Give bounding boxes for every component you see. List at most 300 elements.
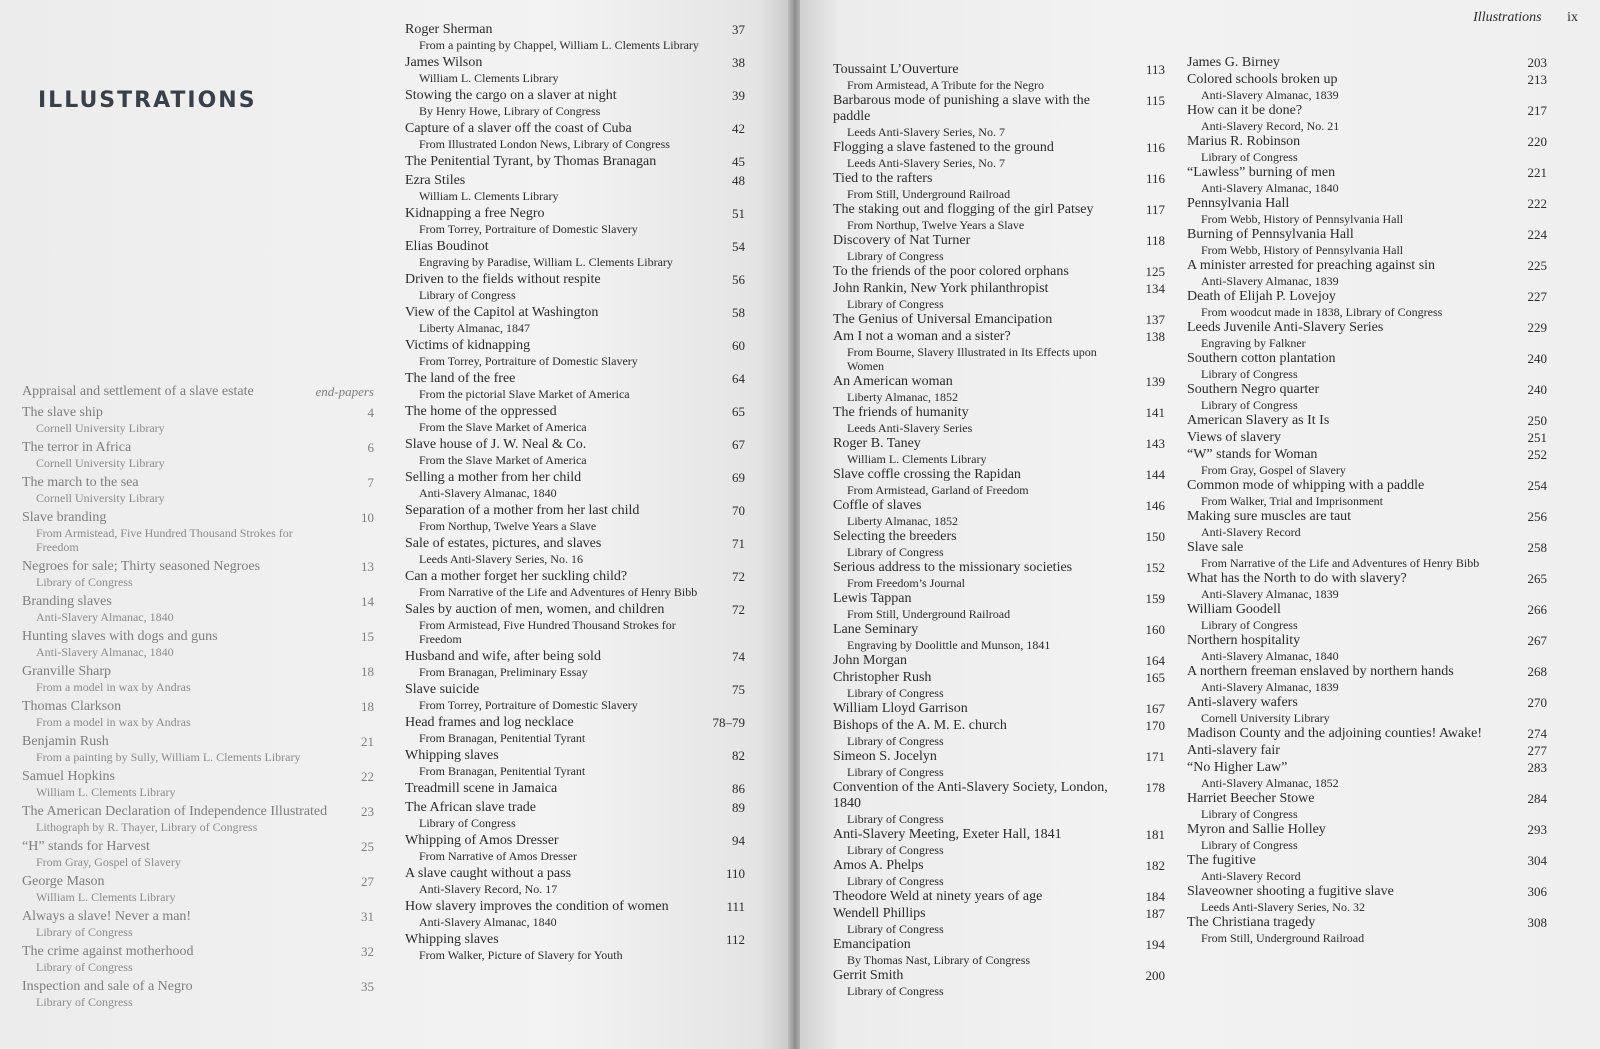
- illustration-source: From Armistead, A Tribute for the Negro: [847, 78, 1044, 92]
- entry-text: [405, 239, 707, 269]
- illustration-title: Marius R. Robinson: [1187, 134, 1301, 149]
- entry-text: [1187, 509, 1509, 539]
- illustration-title: Anti-slavery wafers: [1187, 695, 1298, 710]
- entry-text: [22, 874, 336, 904]
- illustration-source: Library of Congress: [36, 995, 133, 1009]
- illustration-title: Toussaint L’Ouverture: [833, 62, 959, 77]
- page-number: 115: [1145, 93, 1165, 108]
- entry-text: [833, 827, 1127, 857]
- illustration-title: Myron and Sallie Holley: [1187, 822, 1326, 837]
- illustration-title: Pennsylvania Hall: [1187, 196, 1290, 211]
- illustration-entry: [1187, 258, 1547, 288]
- illustration-source: Leeds Anti-Slavery Series, No. 7: [847, 156, 1005, 170]
- illustration-source: Anti-Slavery Almanac, 1839: [1201, 587, 1339, 601]
- page-number: 194: [1145, 937, 1165, 952]
- illustration-source: Cornell University Library: [36, 491, 165, 505]
- illustration-source: From Still, Underground Railroad: [1201, 931, 1365, 945]
- illustration-source: William L. Clements Library: [419, 189, 559, 203]
- entry-text: [1187, 134, 1509, 164]
- illustration-entry: [405, 206, 745, 236]
- illustration-source: From Torrey, Portraiture of Domestic Slavery: [419, 222, 638, 236]
- illustration-title: The home of the oppressed: [405, 404, 557, 419]
- illustration-source: From Gray, Gospel of Slavery: [1201, 463, 1346, 477]
- page-number: 304: [1527, 853, 1547, 868]
- illustration-title: Madison County and the adjoining counties! Awake!: [1187, 726, 1482, 741]
- page-number: ix: [1567, 10, 1578, 25]
- illustration-entry: [1187, 853, 1547, 883]
- illustration-title: Selecting the breeders: [833, 529, 957, 544]
- illustration-title: The fugitive: [1187, 853, 1256, 868]
- page-number: 82: [732, 748, 745, 763]
- entry-text: [1187, 571, 1509, 601]
- illustration-source: By Thomas Nast, Library of Congress: [847, 953, 1031, 967]
- illustration-title: Capture of a slaver off the coast of Cuba: [405, 121, 632, 136]
- entry-text: [405, 503, 707, 533]
- illustration-title: Theodore Weld at ninety years of age: [833, 889, 1043, 904]
- entry-text: [833, 937, 1127, 967]
- illustration-title: Sales by auction of men, women, and children: [405, 602, 665, 617]
- illustration-title: Separation of a mother from her last child: [405, 503, 640, 518]
- page-number: 64: [732, 371, 745, 386]
- page-number: 213: [1527, 72, 1547, 87]
- illustration-title: Convention of the Anti-Slavery Society, London, 1840: [833, 780, 1108, 811]
- illustration-list-column-1: [22, 384, 374, 1014]
- entry-text: [833, 591, 1127, 621]
- illustration-list-column-4: [1187, 55, 1547, 946]
- illustration-source: Anti-Slavery Almanac, 1839: [1201, 88, 1339, 102]
- page-number: 250: [1527, 413, 1547, 428]
- entry-text: [405, 536, 707, 566]
- page-number: 58: [732, 305, 745, 320]
- illustration-source: From a painting by Chappel, William L. Clements Library: [419, 38, 699, 52]
- illustration-source: Library of Congress: [847, 734, 944, 748]
- illustration-entry: [405, 503, 745, 533]
- illustration-title: Simeon S. Jocelyn: [833, 749, 937, 764]
- illustration-title: Am I not a woman and a sister?: [833, 329, 1011, 344]
- illustration-entry: [22, 664, 374, 694]
- illustration-entry: [833, 591, 1165, 621]
- page-number: 165: [1145, 670, 1165, 685]
- entry-text: [833, 780, 1127, 826]
- illustration-title: Amos A. Phelps: [833, 858, 924, 873]
- illustration-source: Leeds Anti-Slavery Series: [847, 421, 973, 435]
- illustration-entry: [22, 475, 374, 505]
- illustration-source: From Narrative of the Life and Adventures of Henry Bibb: [1201, 556, 1480, 570]
- illustration-source: Library of Congress: [847, 545, 944, 559]
- illustration-title: A northern freeman enslaved by northern hands: [1187, 664, 1454, 679]
- illustration-title: Appraisal and settlement of a slave estate: [22, 384, 254, 399]
- entry-text: [405, 649, 707, 679]
- entry-text: [833, 622, 1127, 652]
- entry-text: [833, 467, 1127, 497]
- entry-text: [405, 371, 707, 401]
- page-title: ILLUSTRATIONS: [38, 88, 257, 113]
- illustration-source: Engraving by Doolittle and Munson, 1841: [847, 638, 1051, 652]
- illustration-entry: [22, 804, 374, 834]
- illustration-source: From Branagan, Penitential Tyrant: [419, 764, 586, 778]
- illustration-entry: [405, 602, 745, 646]
- illustration-title: The terror in Africa: [22, 440, 132, 455]
- page-number: 45: [732, 154, 745, 169]
- page-number: 221: [1527, 165, 1547, 180]
- illustration-title: The American Declaration of Independence Illustrated: [22, 804, 328, 819]
- illustration-entry: [833, 202, 1165, 232]
- illustration-entry: [405, 239, 745, 269]
- illustration-title: The Christiana tragedy: [1187, 915, 1316, 930]
- page-number: 227: [1527, 289, 1547, 304]
- page-number: 308: [1527, 915, 1547, 930]
- page-number: 35: [361, 979, 374, 994]
- illustration-title: Slave sale: [1187, 540, 1244, 555]
- page-number: 67: [732, 437, 745, 452]
- page-number: 6: [367, 440, 374, 455]
- illustration-entry: [1187, 915, 1547, 945]
- illustration-title: Head frames and log necklace: [405, 715, 574, 730]
- illustration-source: Library of Congress: [847, 812, 944, 826]
- illustration-source: Anti-Slavery Almanac, 1840: [419, 486, 557, 500]
- illustration-entry: [1187, 413, 1547, 429]
- page-number: 258: [1527, 540, 1547, 555]
- page-number: 141: [1145, 405, 1165, 420]
- illustration-title: Lane Seminary: [833, 622, 919, 637]
- entry-text: [405, 404, 707, 434]
- illustration-entry: [405, 22, 745, 52]
- illustration-source: Engraving by Falkner: [1201, 336, 1306, 350]
- page-number: 51: [732, 206, 745, 221]
- illustration-entry: [833, 780, 1165, 826]
- page-number: 252: [1527, 447, 1547, 462]
- illustration-entry: [405, 833, 745, 863]
- illustration-source: From Webb, History of Pennsylvania Hall: [1201, 243, 1404, 257]
- illustration-source: Library of Congress: [847, 843, 944, 857]
- entry-text: [405, 121, 707, 151]
- illustration-title: Colored schools broken up: [1187, 72, 1338, 87]
- illustration-source: Library of Congress: [847, 874, 944, 888]
- illustration-title: “No Higher Law”: [1187, 760, 1288, 775]
- illustration-entry: [833, 329, 1165, 373]
- entry-text: [1187, 430, 1509, 446]
- entry-text: [1187, 726, 1509, 742]
- illustration-entry: [405, 154, 745, 170]
- illustration-entry: [833, 467, 1165, 497]
- page-number: 22: [361, 769, 374, 784]
- page-number: 42: [732, 121, 745, 136]
- illustration-entry: [1187, 103, 1547, 133]
- page-number: 184: [1145, 889, 1165, 904]
- page-number: 254: [1527, 478, 1547, 493]
- illustration-source: Library of Congress: [1201, 150, 1298, 164]
- illustration-title: Victims of kidnapping: [405, 338, 531, 353]
- illustration-source: Library of Congress: [36, 960, 133, 974]
- illustration-title: George Mason: [22, 874, 105, 889]
- entry-text: [833, 329, 1127, 373]
- illustration-source: From a model in wax by Andras: [36, 715, 191, 729]
- page-number: 270: [1527, 695, 1547, 710]
- illustration-entry: [22, 559, 374, 589]
- illustration-source: From Northup, Twelve Years a Slave: [419, 519, 597, 533]
- entry-text: [833, 718, 1127, 748]
- page-number: 274: [1527, 726, 1547, 741]
- illustration-source: Library of Congress: [36, 925, 133, 939]
- illustration-entry: [833, 889, 1165, 905]
- illustration-title: Common mode of whipping with a paddle: [1187, 478, 1425, 493]
- illustration-source: Liberty Almanac, 1852: [847, 390, 958, 404]
- illustration-list-column-2: [405, 22, 745, 965]
- page-number: 23: [361, 804, 374, 819]
- entry-text: [833, 436, 1127, 466]
- page-number: 89: [732, 800, 745, 815]
- page-number: 150: [1145, 529, 1165, 544]
- illustration-source: William L. Clements Library: [36, 890, 176, 904]
- illustration-title: Flogging a slave fastened to the ground: [833, 140, 1054, 155]
- illustration-source: Anti-Slavery Almanac, 1839: [1201, 680, 1339, 694]
- illustration-title: “Lawless” burning of men: [1187, 165, 1336, 180]
- page-number: 48: [732, 173, 745, 188]
- illustration-entry: [1187, 509, 1547, 539]
- page-number: 284: [1527, 791, 1547, 806]
- illustration-entry: [833, 937, 1165, 967]
- page-number: 65: [732, 404, 745, 419]
- illustration-title: The crime against motherhood: [22, 944, 194, 959]
- page-number: 54: [732, 239, 745, 254]
- illustration-title: Death of Elijah P. Lovejoy: [1187, 289, 1336, 304]
- illustration-entry: [1187, 227, 1547, 257]
- entry-text: [1187, 447, 1509, 477]
- page-number: 171: [1145, 749, 1165, 764]
- illustration-source: Anti-Slavery Almanac, 1840: [419, 915, 557, 929]
- page-number: 164: [1145, 653, 1165, 668]
- page-number: 170: [1145, 718, 1165, 733]
- entry-text: [405, 470, 707, 500]
- entry-text: [833, 405, 1127, 435]
- entry-text: [1187, 289, 1509, 319]
- illustration-title: Whipping slaves: [405, 932, 499, 947]
- illustration-entry: [1187, 571, 1547, 601]
- illustration-source: Anti-Slavery Record: [1201, 525, 1301, 539]
- illustration-source: Cornell University Library: [36, 456, 165, 470]
- illustration-entry: [833, 281, 1165, 311]
- entry-text: [22, 839, 336, 869]
- illustration-entry: [1187, 695, 1547, 725]
- page-number: 265: [1527, 571, 1547, 586]
- illustration-source: Library of Congress: [36, 575, 133, 589]
- illustration-source: Library of Congress: [847, 984, 944, 998]
- entry-text: [22, 629, 336, 659]
- illustration-title: Can a mother forget her suckling child?: [405, 569, 628, 584]
- illustration-entry: [1187, 320, 1547, 350]
- illustration-title: What has the North to do with slavery?: [1187, 571, 1407, 586]
- illustration-source: Anti-Slavery Almanac, 1839: [1201, 274, 1339, 288]
- illustration-entry: [833, 622, 1165, 652]
- page-number: 4: [367, 405, 374, 420]
- illustration-source: William L. Clements Library: [847, 452, 987, 466]
- page-number: 138: [1145, 329, 1165, 344]
- page-number: 78–79: [712, 715, 745, 730]
- illustration-entry: [1187, 289, 1547, 319]
- illustration-source: Library of Congress: [419, 288, 516, 302]
- illustration-source: From Walker, Trial and Imprisonment: [1201, 494, 1383, 508]
- illustration-source: From Gray, Gospel of Slavery: [36, 855, 181, 869]
- illustration-entry: [22, 510, 374, 554]
- illustration-title: A minister arrested for preaching against sin: [1187, 258, 1436, 273]
- illustration-entry: [405, 305, 745, 335]
- entry-text: [405, 715, 707, 745]
- illustration-title: Bishops of the A. M. E. church: [833, 718, 1007, 733]
- illustration-entry: [1187, 382, 1547, 412]
- illustration-title: Barbarous mode of punishing a slave with the paddle: [833, 93, 1091, 124]
- illustration-source: From a painting by Sully, William L. Clements Library: [36, 750, 301, 764]
- page-number: 251: [1527, 430, 1547, 445]
- page-number: 125: [1145, 264, 1165, 279]
- entry-text: [1187, 478, 1509, 508]
- illustration-entry: [22, 839, 374, 869]
- entry-text: [833, 749, 1127, 779]
- illustration-source: By Henry Howe, Library of Congress: [419, 104, 601, 118]
- illustration-title: Slave coffle crossing the Rapidan: [833, 467, 1021, 482]
- illustration-source: From a model in wax by Andras: [36, 680, 191, 694]
- illustration-title: Granville Sharp: [22, 664, 112, 679]
- illustration-source: Leeds Anti-Slavery Series, No. 16: [419, 552, 583, 566]
- illustration-entry: [1187, 884, 1547, 914]
- page-number: 224: [1527, 227, 1547, 242]
- entry-text: [22, 384, 292, 400]
- page-number: 144: [1145, 467, 1165, 482]
- illustration-title: Emancipation: [833, 937, 911, 952]
- page-number: 32: [361, 944, 374, 959]
- illustration-source: Library of Congress: [1201, 618, 1298, 632]
- entry-text: [22, 594, 336, 624]
- illustration-title: Coffle of slaves: [833, 498, 922, 513]
- page-number: 116: [1145, 171, 1165, 186]
- illustration-entry: [22, 384, 374, 400]
- illustration-entry: [833, 374, 1165, 404]
- page-number: 160: [1145, 622, 1165, 637]
- illustration-title: Always a slave! Never a man!: [22, 909, 192, 924]
- entry-text: [833, 670, 1127, 700]
- entry-text: [1187, 320, 1509, 350]
- page-number: 225: [1527, 258, 1547, 273]
- page-number: 277: [1527, 743, 1547, 758]
- page-number: 222: [1527, 196, 1547, 211]
- illustration-source: Leeds Anti-Slavery Series, No. 32: [1201, 900, 1365, 914]
- page-number: 10: [361, 510, 374, 525]
- illustration-entry: [833, 827, 1165, 857]
- illustration-entry: [833, 968, 1165, 998]
- illustration-title: James Wilson: [405, 55, 483, 70]
- illustration-entry: [22, 909, 374, 939]
- illustration-entry: [833, 529, 1165, 559]
- illustration-source: Liberty Almanac, 1852: [847, 514, 958, 528]
- entry-text: [405, 602, 707, 646]
- illustration-title: Benjamin Rush: [22, 734, 109, 749]
- illustration-title: Treadmill scene in Jamaica: [405, 781, 558, 796]
- entry-text: [22, 944, 336, 974]
- illustration-title: Discovery of Nat Turner: [833, 233, 971, 248]
- page-number: 293: [1527, 822, 1547, 837]
- entry-text: [833, 312, 1127, 328]
- illustration-source: Library of Congress: [847, 686, 944, 700]
- entry-text: [833, 529, 1127, 559]
- illustration-source: From Webb, History of Pennsylvania Hall: [1201, 212, 1404, 226]
- page-number: 72: [732, 602, 745, 617]
- illustration-entry: [1187, 760, 1547, 790]
- page-number: 38: [732, 55, 745, 70]
- illustration-entry: [22, 699, 374, 729]
- page-number: 283: [1527, 760, 1547, 775]
- entry-text: [1187, 822, 1509, 852]
- illustration-entry: [405, 173, 745, 203]
- entry-text: [833, 140, 1127, 170]
- illustration-entry: [405, 682, 745, 712]
- illustration-source: From Narrative of the Life and Adventures of Henry Bibb: [419, 585, 698, 599]
- illustration-title: Northern hospitality: [1187, 633, 1301, 648]
- illustration-entry: [405, 272, 745, 302]
- entry-text: [1187, 602, 1509, 632]
- illustration-entry: [1187, 664, 1547, 694]
- illustration-entry: [22, 769, 374, 799]
- entry-text: [405, 682, 707, 712]
- running-head: [1473, 10, 1578, 26]
- entry-text: [405, 932, 707, 962]
- illustration-title: “H” stands for Harvest: [22, 839, 150, 854]
- entry-text: [833, 202, 1127, 232]
- page-number: 7: [367, 475, 374, 490]
- illustration-entry: [405, 470, 745, 500]
- illustration-title: Whipping slaves: [405, 748, 499, 763]
- illustration-entry: [1187, 72, 1547, 102]
- entry-text: [1187, 695, 1509, 725]
- illustration-source: William L. Clements Library: [36, 785, 176, 799]
- illustration-source: Engraving by Paradise, William L. Clements Library: [419, 255, 673, 269]
- illustration-title: Samuel Hopkins: [22, 769, 115, 784]
- illustration-title: John Morgan: [833, 653, 908, 668]
- entry-text: [1187, 258, 1509, 288]
- illustration-entry: [405, 536, 745, 566]
- illustration-entry: [833, 560, 1165, 590]
- page-number: 187: [1145, 906, 1165, 921]
- entry-text: [1187, 103, 1509, 133]
- illustration-entry: [833, 93, 1165, 139]
- page-number: 167: [1145, 701, 1165, 716]
- illustration-source: Library of Congress: [1201, 807, 1298, 821]
- illustration-title: American Slavery as It Is: [1187, 413, 1330, 428]
- illustration-entry: [833, 906, 1165, 936]
- illustration-title: Gerrit Smith: [833, 968, 904, 983]
- illustration-title: Husband and wife, after being sold: [405, 649, 601, 664]
- page-number: 178: [1145, 780, 1165, 795]
- illustration-title: Anti-Slavery Meeting, Exeter Hall, 1841: [833, 827, 1062, 842]
- illustration-title: Sale of estates, pictures, and slaves: [405, 536, 602, 551]
- illustration-source: Anti-Slavery Almanac, 1852: [1201, 776, 1339, 790]
- illustration-entry: [1187, 633, 1547, 663]
- illustration-entry: [405, 932, 745, 962]
- illustration-title: Stowing the cargo on a slaver at night: [405, 88, 617, 103]
- illustration-title: Ezra Stiles: [405, 173, 466, 188]
- illustration-entry: [833, 233, 1165, 263]
- page-number: 21: [361, 734, 374, 749]
- page-number: 113: [1145, 62, 1165, 77]
- illustration-title: Elias Boudinot: [405, 239, 489, 254]
- page-number: 229: [1527, 320, 1547, 335]
- entry-text: [1187, 351, 1509, 381]
- page-number: 18: [361, 664, 374, 679]
- entry-text: [22, 804, 336, 834]
- entry-text: [1187, 55, 1509, 71]
- page-number: 256: [1527, 509, 1547, 524]
- page-number: 18: [361, 699, 374, 714]
- entry-text: [833, 906, 1127, 936]
- illustration-source: Anti-Slavery Record: [1201, 869, 1301, 883]
